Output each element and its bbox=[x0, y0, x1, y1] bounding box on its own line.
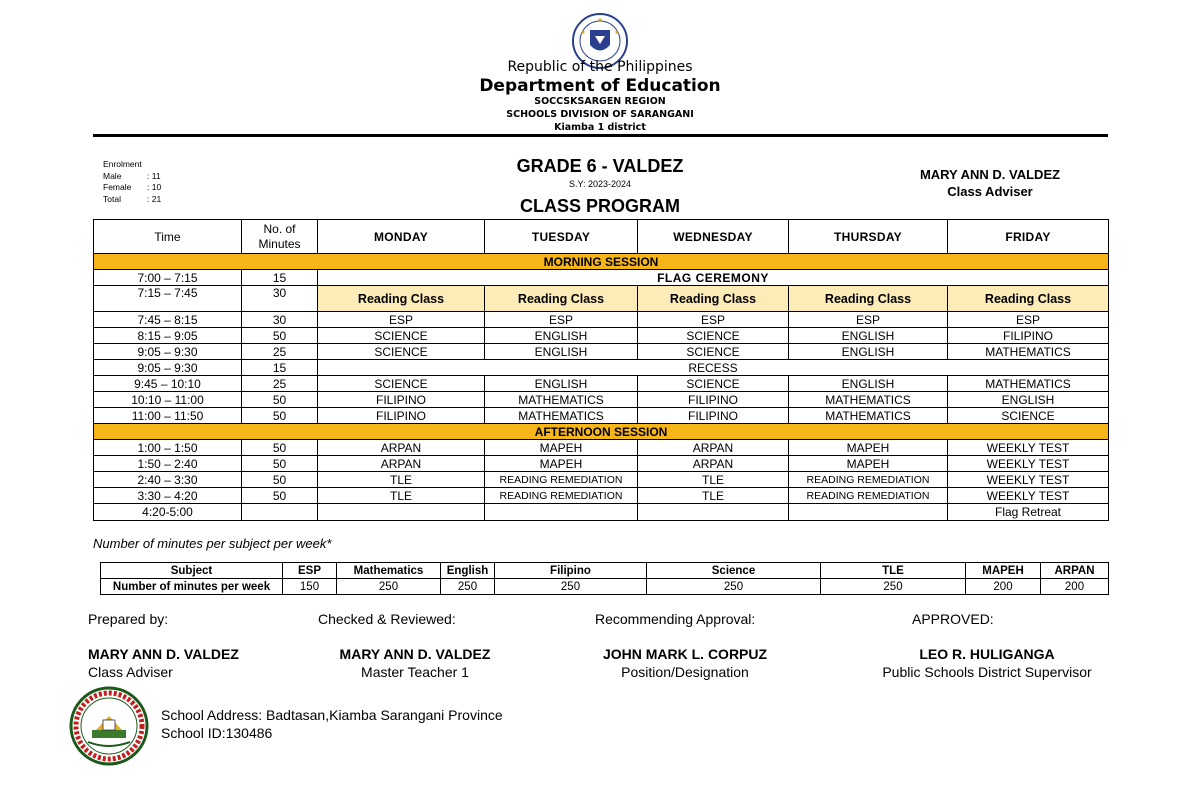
header-minutes: No. of Minutes bbox=[242, 220, 318, 254]
time-cell: 10:10 – 11:00 bbox=[94, 392, 242, 408]
subject-cell: MATHEMATICS bbox=[485, 408, 638, 424]
header-time: Time bbox=[94, 220, 242, 254]
subject-cell: ARPAN bbox=[638, 440, 789, 456]
flag-retreat-cell: Flag Retreat bbox=[948, 504, 1109, 521]
empty-cell bbox=[638, 504, 789, 521]
subject-cell: ARPAN bbox=[318, 456, 485, 472]
approved-name: LEO R. HULIGANGA bbox=[919, 646, 1055, 662]
table-row bbox=[94, 456, 1109, 472]
subject-cell: MAPEH bbox=[485, 440, 638, 456]
school-logo-icon bbox=[68, 686, 150, 766]
prepared-name: MARY ANN D. VALDEZ bbox=[88, 646, 239, 662]
minutes-cell: 50 bbox=[242, 392, 318, 408]
subject-cell: ESP bbox=[948, 312, 1109, 328]
time-cell: 9:45 – 10:10 bbox=[94, 376, 242, 392]
reading-class-cell: Reading Class bbox=[638, 286, 789, 312]
minutes-value-cell: 250 bbox=[441, 579, 495, 595]
subject-cell: ESP bbox=[789, 312, 948, 328]
afternoon-session-label: AFTERNOON SESSION bbox=[94, 424, 1109, 440]
time-cell: 9:05 – 9:30 bbox=[94, 344, 242, 360]
subject-cell: MATHEMATICS bbox=[789, 408, 948, 424]
school-address-block bbox=[161, 706, 503, 742]
checked-caption: Checked & Reviewed: bbox=[318, 611, 456, 627]
subject-header-cell: Science bbox=[647, 563, 821, 579]
district-heading: Kiamba 1 district bbox=[554, 122, 646, 133]
subject-header-cell: Filipino bbox=[495, 563, 647, 579]
subject-cell: WEEKLY TEST bbox=[948, 440, 1109, 456]
subject-cell: ESP bbox=[485, 312, 638, 328]
empty-cell bbox=[789, 504, 948, 521]
checked-role: Master Teacher 1 bbox=[361, 664, 469, 680]
subject-cell: FILIPINO bbox=[318, 408, 485, 424]
minutes-header-row bbox=[101, 563, 1109, 579]
subject-cell: READING REMEDIATION bbox=[789, 488, 948, 504]
class-program-title: CLASS PROGRAM bbox=[519, 196, 680, 216]
subject-header-cell: ARPAN bbox=[1041, 563, 1109, 579]
header-thursday: THURSDAY bbox=[789, 220, 948, 254]
subject-cell: READING REMEDIATION bbox=[789, 472, 948, 488]
approved-role: Public Schools District Supervisor bbox=[882, 664, 1092, 680]
subject-cell: SCIENCE bbox=[948, 408, 1109, 424]
minutes-note: Number of minutes per subject per week* bbox=[93, 536, 332, 551]
subject-cell: ESP bbox=[318, 312, 485, 328]
table-row bbox=[94, 504, 1109, 521]
minutes-cell: 30 bbox=[242, 286, 318, 312]
time-cell: 1:50 – 2:40 bbox=[94, 456, 242, 472]
subject-cell: SCIENCE bbox=[638, 344, 789, 360]
subject-label: Subject bbox=[101, 563, 283, 579]
time-cell: 2:40 – 3:30 bbox=[94, 472, 242, 488]
header-monday: MONDAY bbox=[318, 220, 485, 254]
subject-cell: READING REMEDIATION bbox=[485, 472, 638, 488]
reading-class-cell: Reading Class bbox=[318, 286, 485, 312]
table-row bbox=[94, 270, 1109, 286]
minutes-row-label: Number of minutes per week bbox=[101, 579, 283, 595]
female-count: : 10 bbox=[147, 182, 162, 192]
subject-cell: ENGLISH bbox=[948, 392, 1109, 408]
minutes-value-cell: 250 bbox=[647, 579, 821, 595]
table-row bbox=[94, 408, 1109, 424]
table-row bbox=[94, 488, 1109, 504]
subject-cell: MATHEMATICS bbox=[485, 392, 638, 408]
checked-name: MARY ANN D. VALDEZ bbox=[339, 646, 491, 662]
table-row bbox=[94, 312, 1109, 328]
minutes-cell: 25 bbox=[242, 376, 318, 392]
table-row bbox=[94, 472, 1109, 488]
subject-cell: SCIENCE bbox=[318, 328, 485, 344]
minutes-values-row bbox=[101, 579, 1109, 595]
minutes-cell bbox=[242, 504, 318, 521]
adviser-name: MARY ANN D. VALDEZ bbox=[919, 167, 1061, 182]
minutes-value-cell: 250 bbox=[821, 579, 966, 595]
school-id: School ID:130486 bbox=[161, 725, 273, 741]
prepared-role: Class Adviser bbox=[88, 664, 173, 680]
school-year: S.Y: 2023-2024 bbox=[568, 179, 632, 189]
subject-cell: SCIENCE bbox=[318, 376, 485, 392]
reading-class-cell: Reading Class bbox=[789, 286, 948, 312]
minutes-cell: 50 bbox=[242, 472, 318, 488]
adviser-block bbox=[880, 166, 1100, 200]
header-divider bbox=[93, 134, 1108, 137]
time-cell: 7:00 – 7:15 bbox=[94, 270, 242, 286]
grade-title: GRADE 6 - VALDEZ bbox=[516, 156, 684, 176]
subject-cell: MATHEMATICS bbox=[948, 344, 1109, 360]
subject-cell: ARPAN bbox=[318, 440, 485, 456]
time-cell: 11:00 – 11:50 bbox=[94, 408, 242, 424]
adviser-role: Class Adviser bbox=[947, 184, 1033, 199]
subject-cell: SCIENCE bbox=[638, 328, 789, 344]
recommending-name: JOHN MARK L. CORPUZ bbox=[602, 646, 768, 662]
afternoon-session-row bbox=[94, 424, 1109, 440]
subject-cell: ENGLISH bbox=[485, 344, 638, 360]
subject-cell: FILIPINO bbox=[318, 392, 485, 408]
time-cell: 9:05 – 9:30 bbox=[94, 360, 242, 376]
recess-cell: RECESS bbox=[318, 360, 1109, 376]
minutes-value-cell: 200 bbox=[966, 579, 1041, 595]
subject-cell: ENGLISH bbox=[789, 328, 948, 344]
total-count: : 21 bbox=[147, 193, 162, 204]
subject-cell: ENGLISH bbox=[789, 376, 948, 392]
total-label: Total bbox=[103, 193, 121, 204]
header-wednesday: WEDNESDAY bbox=[638, 220, 789, 254]
recommending-role: Position/Designation bbox=[621, 664, 749, 680]
time-cell: 3:30 – 4:20 bbox=[94, 488, 242, 504]
table-row bbox=[94, 286, 1109, 312]
subject-cell: MAPEH bbox=[485, 456, 638, 472]
subject-cell: MATHEMATICS bbox=[789, 392, 948, 408]
prepared-caption: Prepared by: bbox=[88, 611, 169, 627]
subject-header-cell: English bbox=[441, 563, 495, 579]
table-row bbox=[94, 392, 1109, 408]
subject-cell: WEEKLY TEST bbox=[948, 488, 1109, 504]
subject-cell: READING REMEDIATION bbox=[485, 488, 638, 504]
subject-cell: SCIENCE bbox=[318, 344, 485, 360]
minutes-cell: 50 bbox=[242, 488, 318, 504]
empty-cell bbox=[485, 504, 638, 521]
subject-header-cell: Mathematics bbox=[337, 563, 441, 579]
minutes-cell: 50 bbox=[242, 440, 318, 456]
republic-heading: Republic of the Philippines bbox=[507, 59, 693, 75]
subject-cell: TLE bbox=[638, 472, 789, 488]
female-label: Female bbox=[103, 182, 132, 192]
subject-header-cell: TLE bbox=[821, 563, 966, 579]
subject-cell: FILIPINO bbox=[638, 392, 789, 408]
schedule-header-row bbox=[94, 220, 1109, 254]
minutes-value-cell: 200 bbox=[1041, 579, 1109, 595]
minutes-cell: 50 bbox=[242, 408, 318, 424]
time-cell: 7:45 – 8:15 bbox=[94, 312, 242, 328]
division-heading: SCHOOLS DIVISION OF SARANGANI bbox=[506, 109, 694, 120]
reading-class-cell: Reading Class bbox=[948, 286, 1109, 312]
subject-cell: ENGLISH bbox=[789, 344, 948, 360]
table-row bbox=[94, 360, 1109, 376]
minutes-cell: 25 bbox=[242, 344, 318, 360]
region-heading: SOCCSKSARGEN REGION bbox=[534, 96, 666, 107]
enrolment-label: Enrolment bbox=[103, 159, 142, 169]
subject-cell: ENGLISH bbox=[485, 376, 638, 392]
minutes-cell: 15 bbox=[242, 270, 318, 286]
header-friday: FRIDAY bbox=[948, 220, 1109, 254]
reading-class-cell: Reading Class bbox=[485, 286, 638, 312]
subject-cell: MAPEH bbox=[789, 440, 948, 456]
subject-cell: FILIPINO bbox=[638, 408, 789, 424]
minutes-cell: 50 bbox=[242, 456, 318, 472]
time-cell: 1:00 – 1:50 bbox=[94, 440, 242, 456]
minutes-value-cell: 250 bbox=[337, 579, 441, 595]
subject-cell: FILIPINO bbox=[948, 328, 1109, 344]
morning-session-label: MORNING SESSION bbox=[94, 254, 1109, 270]
subject-cell: WEEKLY TEST bbox=[948, 472, 1109, 488]
subject-header-cell: MAPEH bbox=[966, 563, 1041, 579]
subject-cell: SCIENCE bbox=[638, 376, 789, 392]
time-cell: 4:20-5:00 bbox=[94, 504, 242, 521]
subject-cell: ARPAN bbox=[638, 456, 789, 472]
table-row bbox=[94, 440, 1109, 456]
minutes-cell: 50 bbox=[242, 328, 318, 344]
minutes-value-cell: 150 bbox=[283, 579, 337, 595]
male-count: : 11 bbox=[147, 170, 161, 181]
subject-header-cell: ESP bbox=[283, 563, 337, 579]
minutes-value-cell: 250 bbox=[495, 579, 647, 595]
recommending-caption: Recommending Approval: bbox=[595, 611, 756, 627]
flag-ceremony-cell: FLAG CEREMONY bbox=[318, 270, 1109, 286]
minutes-cell: 15 bbox=[242, 360, 318, 376]
subject-cell: MATHEMATICS bbox=[948, 376, 1109, 392]
subject-cell: ENGLISH bbox=[485, 328, 638, 344]
morning-session-row bbox=[94, 254, 1109, 270]
table-row bbox=[94, 328, 1109, 344]
time-cell: 8:15 – 9:05 bbox=[94, 328, 242, 344]
schedule-table bbox=[93, 219, 1109, 521]
header-tuesday: TUESDAY bbox=[485, 220, 638, 254]
time-cell: 7:15 – 7:45 bbox=[94, 286, 242, 312]
minutes-table bbox=[100, 562, 1109, 595]
table-row bbox=[94, 376, 1109, 392]
school-address: School Address: Badtasan,Kiamba Sarangani Province bbox=[161, 707, 503, 723]
subject-cell: TLE bbox=[318, 488, 485, 504]
male-label: Male bbox=[103, 170, 122, 181]
subject-cell: ESP bbox=[638, 312, 789, 328]
subject-cell: WEEKLY TEST bbox=[948, 456, 1109, 472]
empty-cell bbox=[318, 504, 485, 521]
subject-cell: MAPEH bbox=[789, 456, 948, 472]
department-heading: Department of Education bbox=[479, 76, 721, 96]
approved-caption: APPROVED: bbox=[912, 611, 994, 627]
table-row bbox=[94, 344, 1109, 360]
subject-cell: TLE bbox=[318, 472, 485, 488]
subject-cell: TLE bbox=[638, 488, 789, 504]
minutes-cell: 30 bbox=[242, 312, 318, 328]
